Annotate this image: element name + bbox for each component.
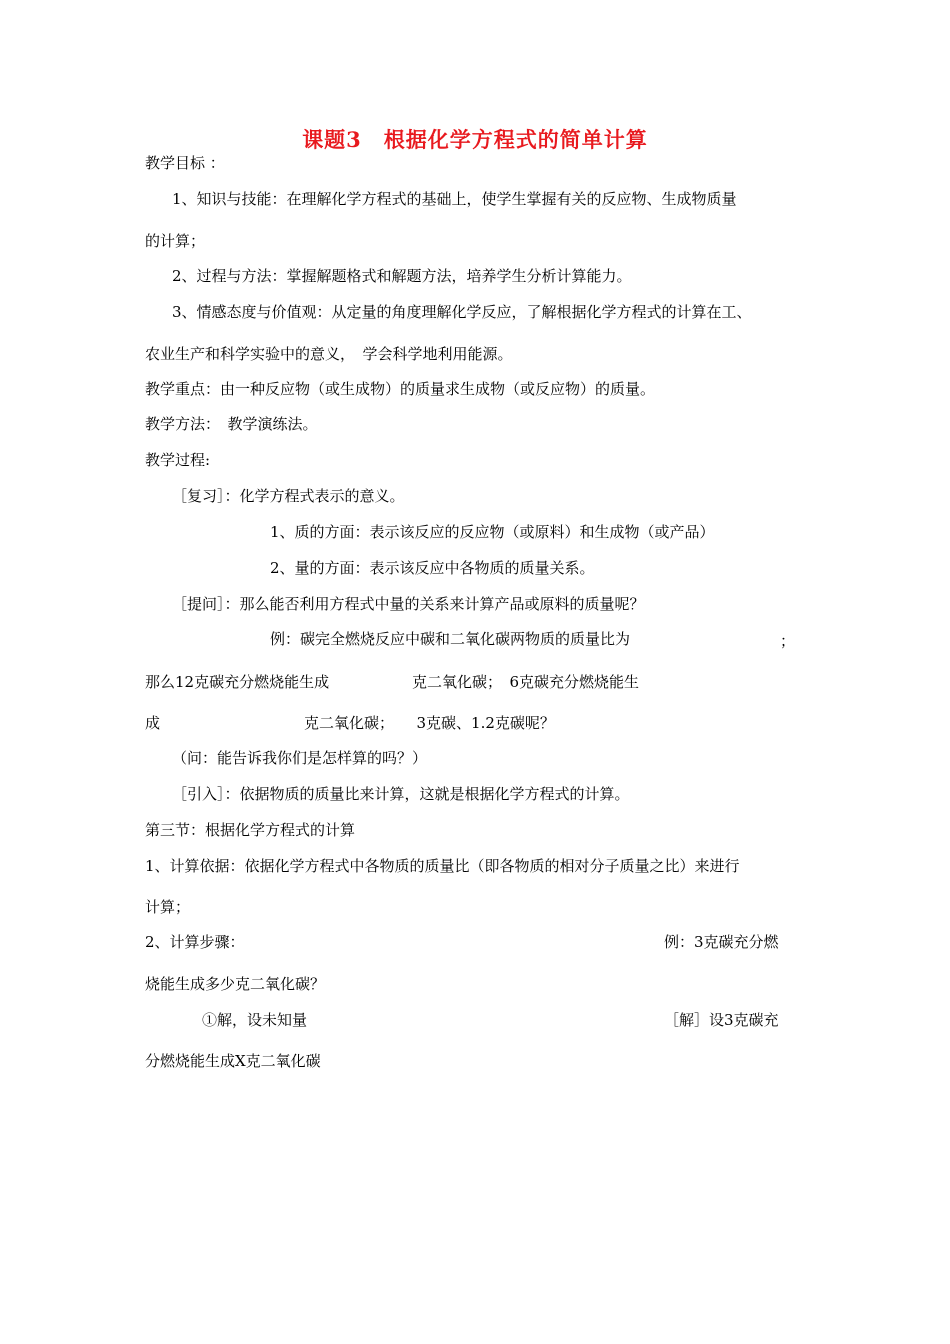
text-line: 例：3克碳充分燃 bbox=[664, 933, 779, 951]
text-line: 克二氧化碳； 3克碳、1.2克碳呢？ bbox=[304, 714, 555, 732]
text-line: 教学重点：由一种反应物（或生成物）的质量求生成物（或反应物）的质量。 bbox=[145, 380, 656, 398]
text-line: 3、情感态度与价值观：从定量的角度理解化学反应，了解根据化学方程式的计算在工、 bbox=[172, 303, 752, 321]
text-line: 2、过程与方法：掌握解题格式和解题方法，培养学生分析计算能力。 bbox=[172, 267, 632, 285]
text-line: ［复习］：化学方程式表示的意义。 bbox=[172, 487, 405, 505]
text-line: 教学方法： 教学演练法。 bbox=[145, 415, 318, 433]
text-line: 教学目标 ： bbox=[145, 154, 225, 172]
text-line: 1、知识与技能：在理解化学方程式的基础上，使学生掌握有关的反应物、生成物质量 bbox=[172, 190, 737, 208]
text-line: 克二氧化碳； 6克碳充分燃烧能生 bbox=[412, 673, 640, 691]
text-line: 的计算； bbox=[145, 232, 206, 250]
text-line: 1、质的方面：表示该反应的反应物（或原料）和生成物（或产品） bbox=[270, 523, 715, 541]
text-line: 烧能生成多少克二氧化碳？ bbox=[145, 975, 326, 993]
text-line: 第三节：根据化学方程式的计算 bbox=[145, 821, 356, 839]
text-line: 2、计算步骤： bbox=[145, 933, 245, 951]
text-line: ［提问］：那么能否利用方程式中量的关系来计算产品或原料的质量呢？ bbox=[172, 595, 645, 613]
text-line: 分燃烧能生成X克二氧化碳 bbox=[145, 1052, 321, 1070]
text-line: 计算； bbox=[145, 898, 191, 916]
text-line: ［解］设3克碳充 bbox=[664, 1011, 779, 1029]
text-line: 成 bbox=[145, 714, 161, 732]
text-line: 那么12克碳充分燃烧能生成 bbox=[145, 673, 330, 691]
text-line: 1、计算依据：依据化学方程式中各物质的质量比（即各物质的相对分子质量之比）来进行 bbox=[145, 857, 740, 875]
text-line: ； bbox=[780, 632, 796, 650]
text-line: ①解，设未知量 bbox=[202, 1011, 308, 1029]
text-line: 2、量的方面：表示该反应中各物质的质量关系。 bbox=[270, 559, 595, 577]
text-line: 农业生产和科学实验中的意义， 学会科学地利用能源。 bbox=[145, 345, 513, 363]
text-line: 教学过程: bbox=[145, 451, 211, 469]
page-title: 课题3 根据化学方程式的简单计算 bbox=[302, 127, 648, 152]
text-line: ［引入］：依据物质的质量比来计算，这就是根据化学方程式的计算。 bbox=[172, 785, 630, 803]
text-line: 例：碳完全燃烧反应中碳和二氧化碳两物质的质量比为 bbox=[270, 630, 631, 648]
text-line: （问：能告诉我你们是怎样算的吗？） bbox=[172, 749, 428, 767]
